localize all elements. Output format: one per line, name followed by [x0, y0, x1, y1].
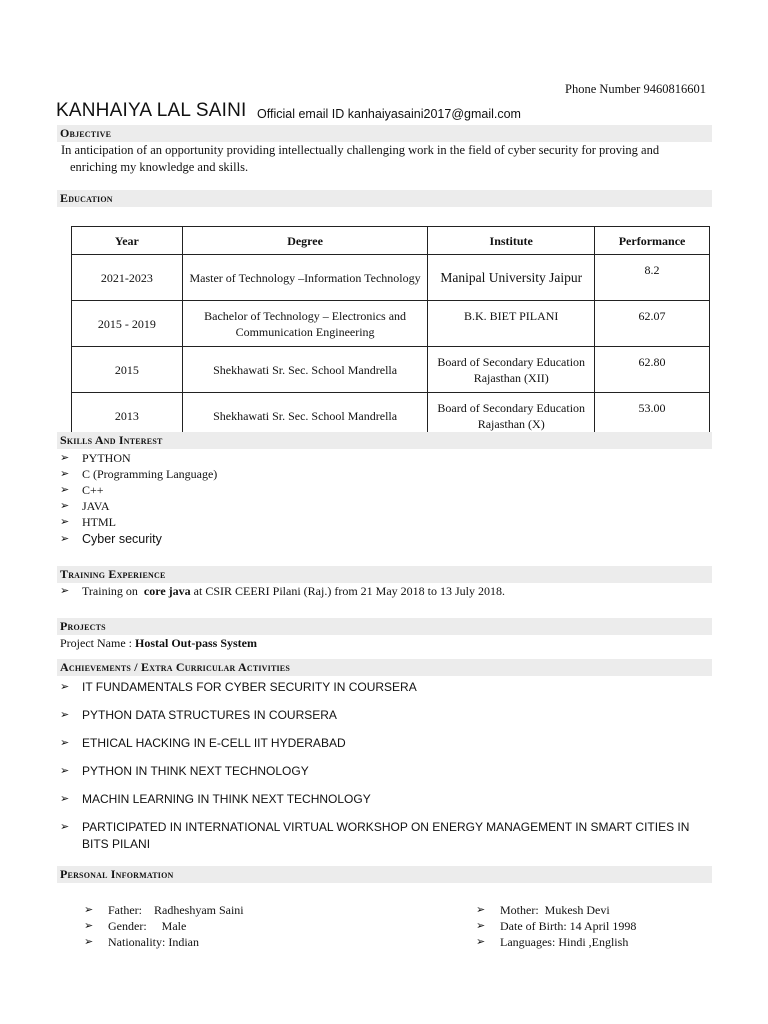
cell-institute: Board of Secondary Education Rajasthan (XII): [428, 347, 595, 393]
arrow-bullet-icon: ➢: [60, 500, 70, 512]
achievement-label: ETHICAL HACKING IN E-CELL IIT HYDERABAD: [82, 736, 346, 750]
personal-right-column: [476, 902, 636, 950]
objective-line-2: enriching my knowledge and skills.: [70, 160, 249, 174]
arrow-bullet-icon: ➢: [60, 821, 70, 833]
skill-label: HTML: [82, 515, 116, 529]
training-prefix: Training on: [82, 584, 141, 598]
cell-degree: Shekhawati Sr. Sec. School Mandrella: [182, 393, 428, 439]
arrow-bullet-icon: ➢: [60, 585, 70, 597]
gender: Gender: Male: [108, 919, 187, 933]
arrow-bullet-icon: ➢: [60, 533, 70, 545]
cell-performance: 62.80: [595, 347, 710, 393]
list-item: [60, 763, 710, 780]
arrow-bullet-icon: ➢: [60, 484, 70, 496]
education-table: [71, 226, 710, 439]
list-item: [476, 902, 636, 918]
objective-line-1: In anticipation of an opportunity providing intellectually challenging work in the field of cyber security for proving and: [61, 143, 660, 157]
list-item: [60, 498, 217, 514]
training-list: [60, 583, 505, 599]
cell-year: 2015: [72, 347, 183, 393]
nationality: Nationality: Indian: [108, 935, 199, 949]
skill-label: C++: [82, 483, 104, 497]
cell-performance: 53.00: [595, 393, 710, 439]
education-header-row: [72, 227, 710, 255]
project-entry: [60, 636, 257, 651]
cell-institute: Manipal University Jaipur: [428, 255, 595, 301]
arrow-bullet-icon: ➢: [84, 920, 94, 932]
skill-label: Cyber security: [82, 532, 162, 546]
list-item: [84, 934, 244, 950]
table-row: [72, 347, 710, 393]
cell-year: 2015 - 2019: [72, 301, 183, 347]
list-item: [60, 530, 217, 548]
arrow-bullet-icon: ➢: [84, 904, 94, 916]
skill-label: PYTHON: [82, 451, 131, 465]
arrow-bullet-icon: ➢: [84, 936, 94, 948]
list-item: [84, 902, 244, 918]
mother-name: Mother: Mukesh Devi: [500, 903, 610, 917]
list-item: [60, 735, 710, 752]
achievement-label: PYTHON DATA STRUCTURES IN COURSERA: [82, 708, 337, 722]
personal-left-column: [84, 902, 244, 950]
objective-heading: Objective: [57, 125, 712, 142]
skill-label: JAVA: [82, 499, 110, 513]
phone-number: Phone Number 9460816601: [565, 82, 706, 96]
arrow-bullet-icon: ➢: [60, 516, 70, 528]
arrow-bullet-icon: ➢: [476, 920, 486, 932]
arrow-bullet-icon: ➢: [60, 793, 70, 805]
cell-year: 2013: [72, 393, 183, 439]
training-detail: at CSIR CEERI Pilani (Raj.) from 21 May 2018 to 13 July 2018.: [190, 584, 505, 598]
arrow-bullet-icon: ➢: [476, 936, 486, 948]
skills-list: [60, 450, 217, 548]
list-item: [60, 583, 505, 599]
arrow-bullet-icon: ➢: [60, 709, 70, 721]
list-item: [60, 791, 710, 808]
list-item: [60, 482, 217, 498]
father-name: Father: Radheshyam Saini: [108, 903, 244, 917]
column-header-performance: Performance: [595, 227, 710, 255]
arrow-bullet-icon: ➢: [60, 737, 70, 749]
list-item: [60, 466, 217, 482]
arrow-bullet-icon: ➢: [60, 468, 70, 480]
cell-degree: Master of Technology –Information Technology: [182, 255, 428, 301]
table-row: [72, 301, 710, 347]
column-header-degree: Degree: [182, 227, 428, 255]
skills-heading: Skills And Interest: [57, 432, 712, 449]
project-name: Hostal Out-pass System: [134, 636, 257, 650]
cell-institute: Board of Secondary Education Rajasthan (X): [428, 393, 595, 439]
table-row: [72, 255, 710, 301]
skill-label: C (Programming Language): [82, 467, 218, 481]
training-heading: Training Experience: [57, 566, 712, 583]
achievement-label: MACHIN LEARNING IN THINK NEXT TECHNOLOGY: [82, 792, 371, 806]
cell-performance: 62.07: [595, 301, 710, 347]
arrow-bullet-icon: ➢: [60, 452, 70, 464]
achievement-label: IT FUNDAMENTALS FOR CYBER SECURITY IN COURSERA: [82, 680, 417, 694]
projects-heading: Projects: [57, 618, 712, 635]
training-course: core java: [143, 584, 191, 598]
list-item: [476, 934, 636, 950]
cell-degree: Bachelor of Technology – Electronics and Communication Engineering: [182, 301, 428, 347]
cell-performance: 8.2: [595, 255, 710, 301]
list-item: [60, 679, 710, 696]
date-of-birth: Date of Birth: 14 April 1998: [500, 919, 637, 933]
list-item: [476, 918, 636, 934]
list-item: [60, 819, 710, 853]
list-item: [60, 514, 217, 530]
list-item: [60, 707, 710, 724]
list-item: [84, 918, 244, 934]
column-header-institute: Institute: [428, 227, 595, 255]
achievement-label: PARTICIPATED IN INTERNATIONAL VIRTUAL WORKSHOP ON ENERGY MANAGEMENT IN SMART CITIES IN BITS PILANI: [82, 820, 690, 851]
personal-heading: Personal Information: [57, 866, 712, 883]
column-header-year: Year: [72, 227, 183, 255]
cell-institute: B.K. BIET PILANI: [428, 301, 595, 347]
arrow-bullet-icon: ➢: [476, 904, 486, 916]
candidate-name: KANHAIYA LAL SAINI: [56, 100, 247, 121]
email-id: Official email ID kanhaiyasaini2017@gmail.com: [257, 107, 521, 121]
arrow-bullet-icon: ➢: [60, 681, 70, 693]
cell-year: 2021-2023: [72, 255, 183, 301]
project-label: Project Name :: [60, 636, 135, 650]
list-item: [60, 450, 217, 466]
languages: Languages: Hindi ,English: [500, 935, 629, 949]
achievements-list: [60, 679, 710, 864]
objective-text: [61, 142, 716, 176]
arrow-bullet-icon: ➢: [60, 765, 70, 777]
cell-degree: Shekhawati Sr. Sec. School Mandrella: [182, 347, 428, 393]
achievements-heading: Achievements / Extra Curricular Activities: [57, 659, 712, 676]
achievement-label: PYTHON IN THINK NEXT TECHNOLOGY: [82, 764, 309, 778]
education-heading: Education: [57, 190, 712, 207]
